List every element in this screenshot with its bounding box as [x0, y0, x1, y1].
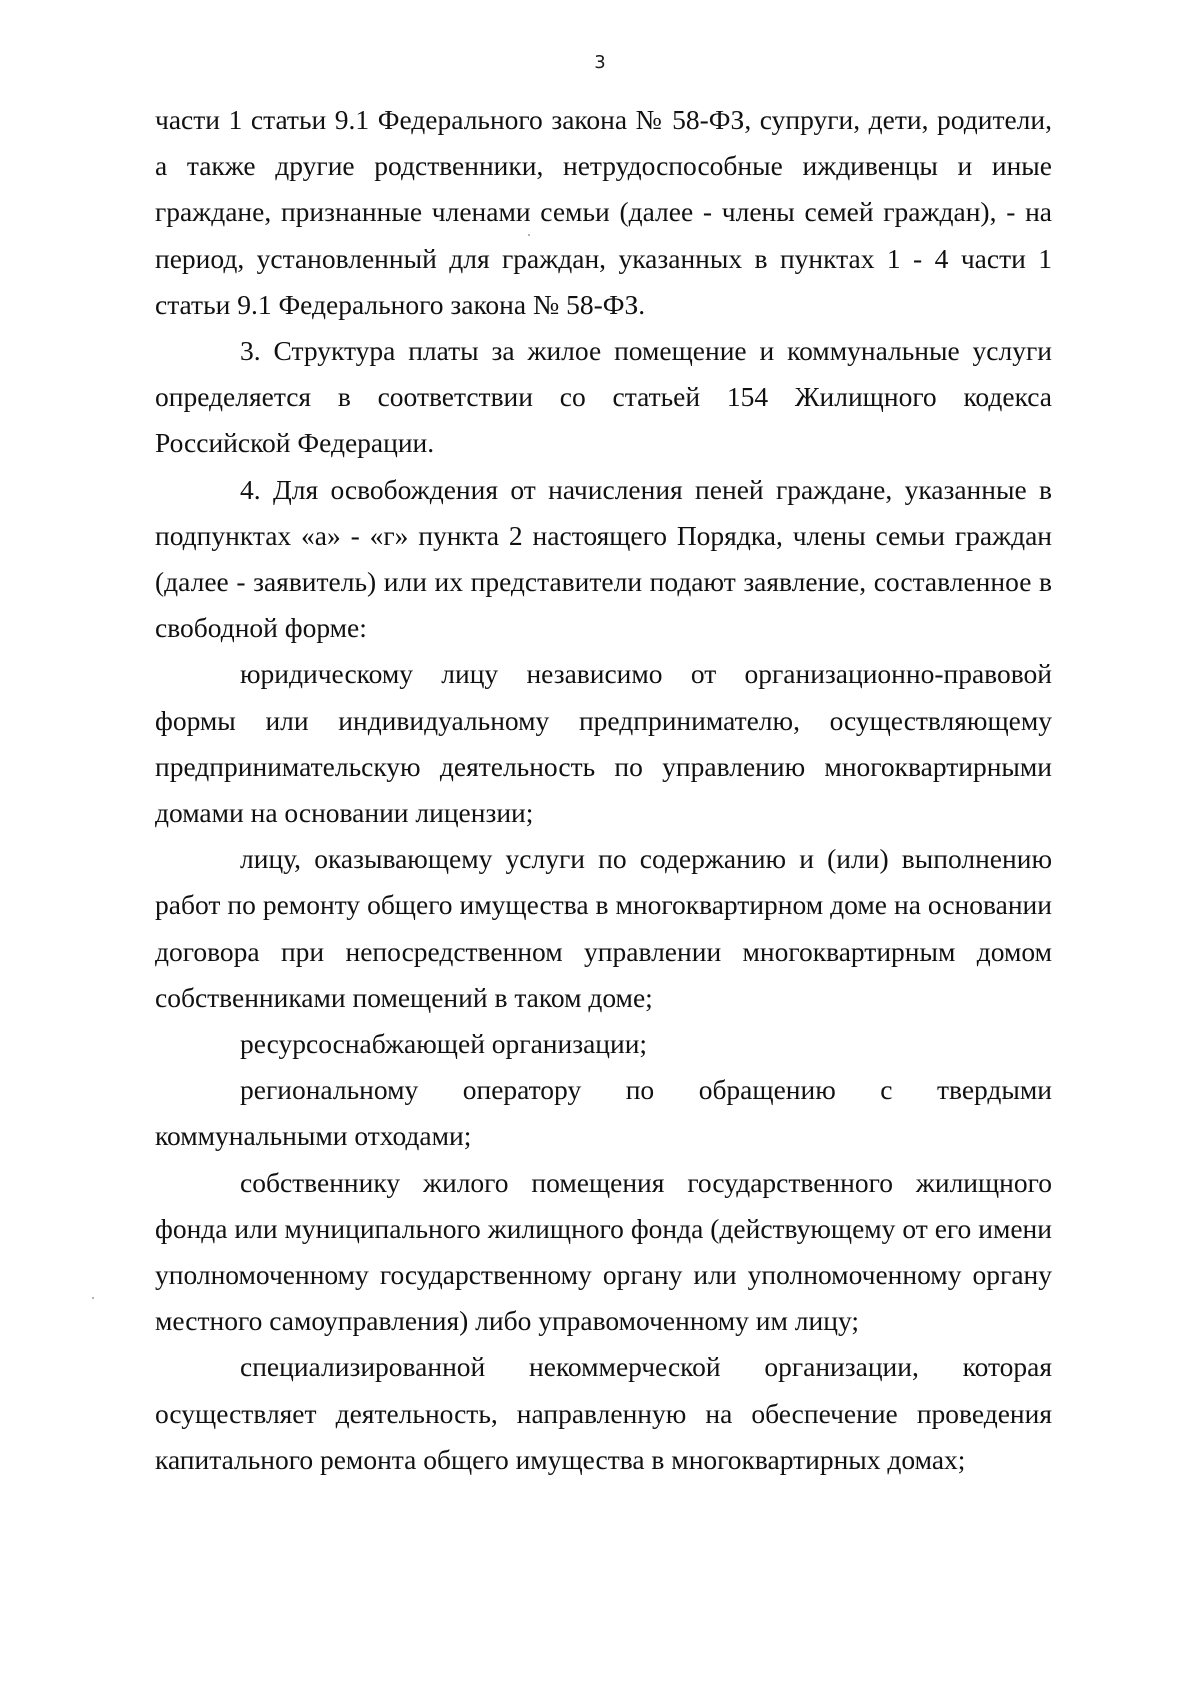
- paragraph-recipient-resource-supplier: ресурсоснабжающей организации;: [240, 1028, 648, 1060]
- paragraph-recipient-waste-operator: региональному оператору по обращению с твердыми коммунальными отходами;: [155, 1074, 1052, 1152]
- paragraph-recipient-service-provider: лицу, оказывающему услуги по содержанию и (или) выполнению работ по ремонту общего имущества в многоквартирном доме на основании договора при непосредственном управлении многоквартирным домом собственниками помещений в таком доме;: [155, 843, 1052, 1013]
- page-number: 3: [594, 52, 606, 73]
- paragraph-recipient-specialized-org: специализированной некоммерческой организации, которая осуществляет деятельность, направленную на обеспечение проведения капитального ремонта общего имущества в многоквартирных домах;: [155, 1351, 1052, 1475]
- paragraph-recipient-legal-entity: юридическому лицу независимо от организационно-правовой формы или индивидуальному предпринимателю, осуществляющему предпринимательскую деятельность по управлению многоквартирными домами на основании лицензии;: [155, 658, 1052, 829]
- scan-speck: [528, 234, 530, 236]
- paragraph-recipient-owner: собственнику жилого помещения государственного жилищного фонда или муниципального жилищного фонда (действующему от его имени уполномоченному государственному органу или уполномоченному органу местного самоуправления) либо управомоченному им лицу;: [155, 1166, 1052, 1337]
- paragraph-item-4: 4. Для освобождения от начисления пеней граждане, указанные в подпунктах «а» - «г» пункта 2 настоящего Порядка, члены семьи граждан (далее - заявитель) или их представители подают заявление, составленное в свободной форме:: [155, 473, 1052, 644]
- scan-speck: [92, 1297, 94, 1299]
- paragraph-item-3: 3. Структура платы за жилое помещение и коммунальные услуги определяется в соответствии со статьей 154 Жилищного кодекса Российской Федерации.: [155, 335, 1052, 459]
- document-body: [155, 97, 1052, 1483]
- paragraph-continuation: части 1 статьи 9.1 Федерального закона № 58-ФЗ, супруги, дети, родители, а также другие родственники, нетрудоспособные иждивенцы и иные граждане, признанные членами семьи (далее - члены семей граждан), - на период, установленный для граждан, указанных в пунктах 1 - 4 части 1 статьи 9.1 Федерального закона № 58-ФЗ.: [155, 104, 1052, 320]
